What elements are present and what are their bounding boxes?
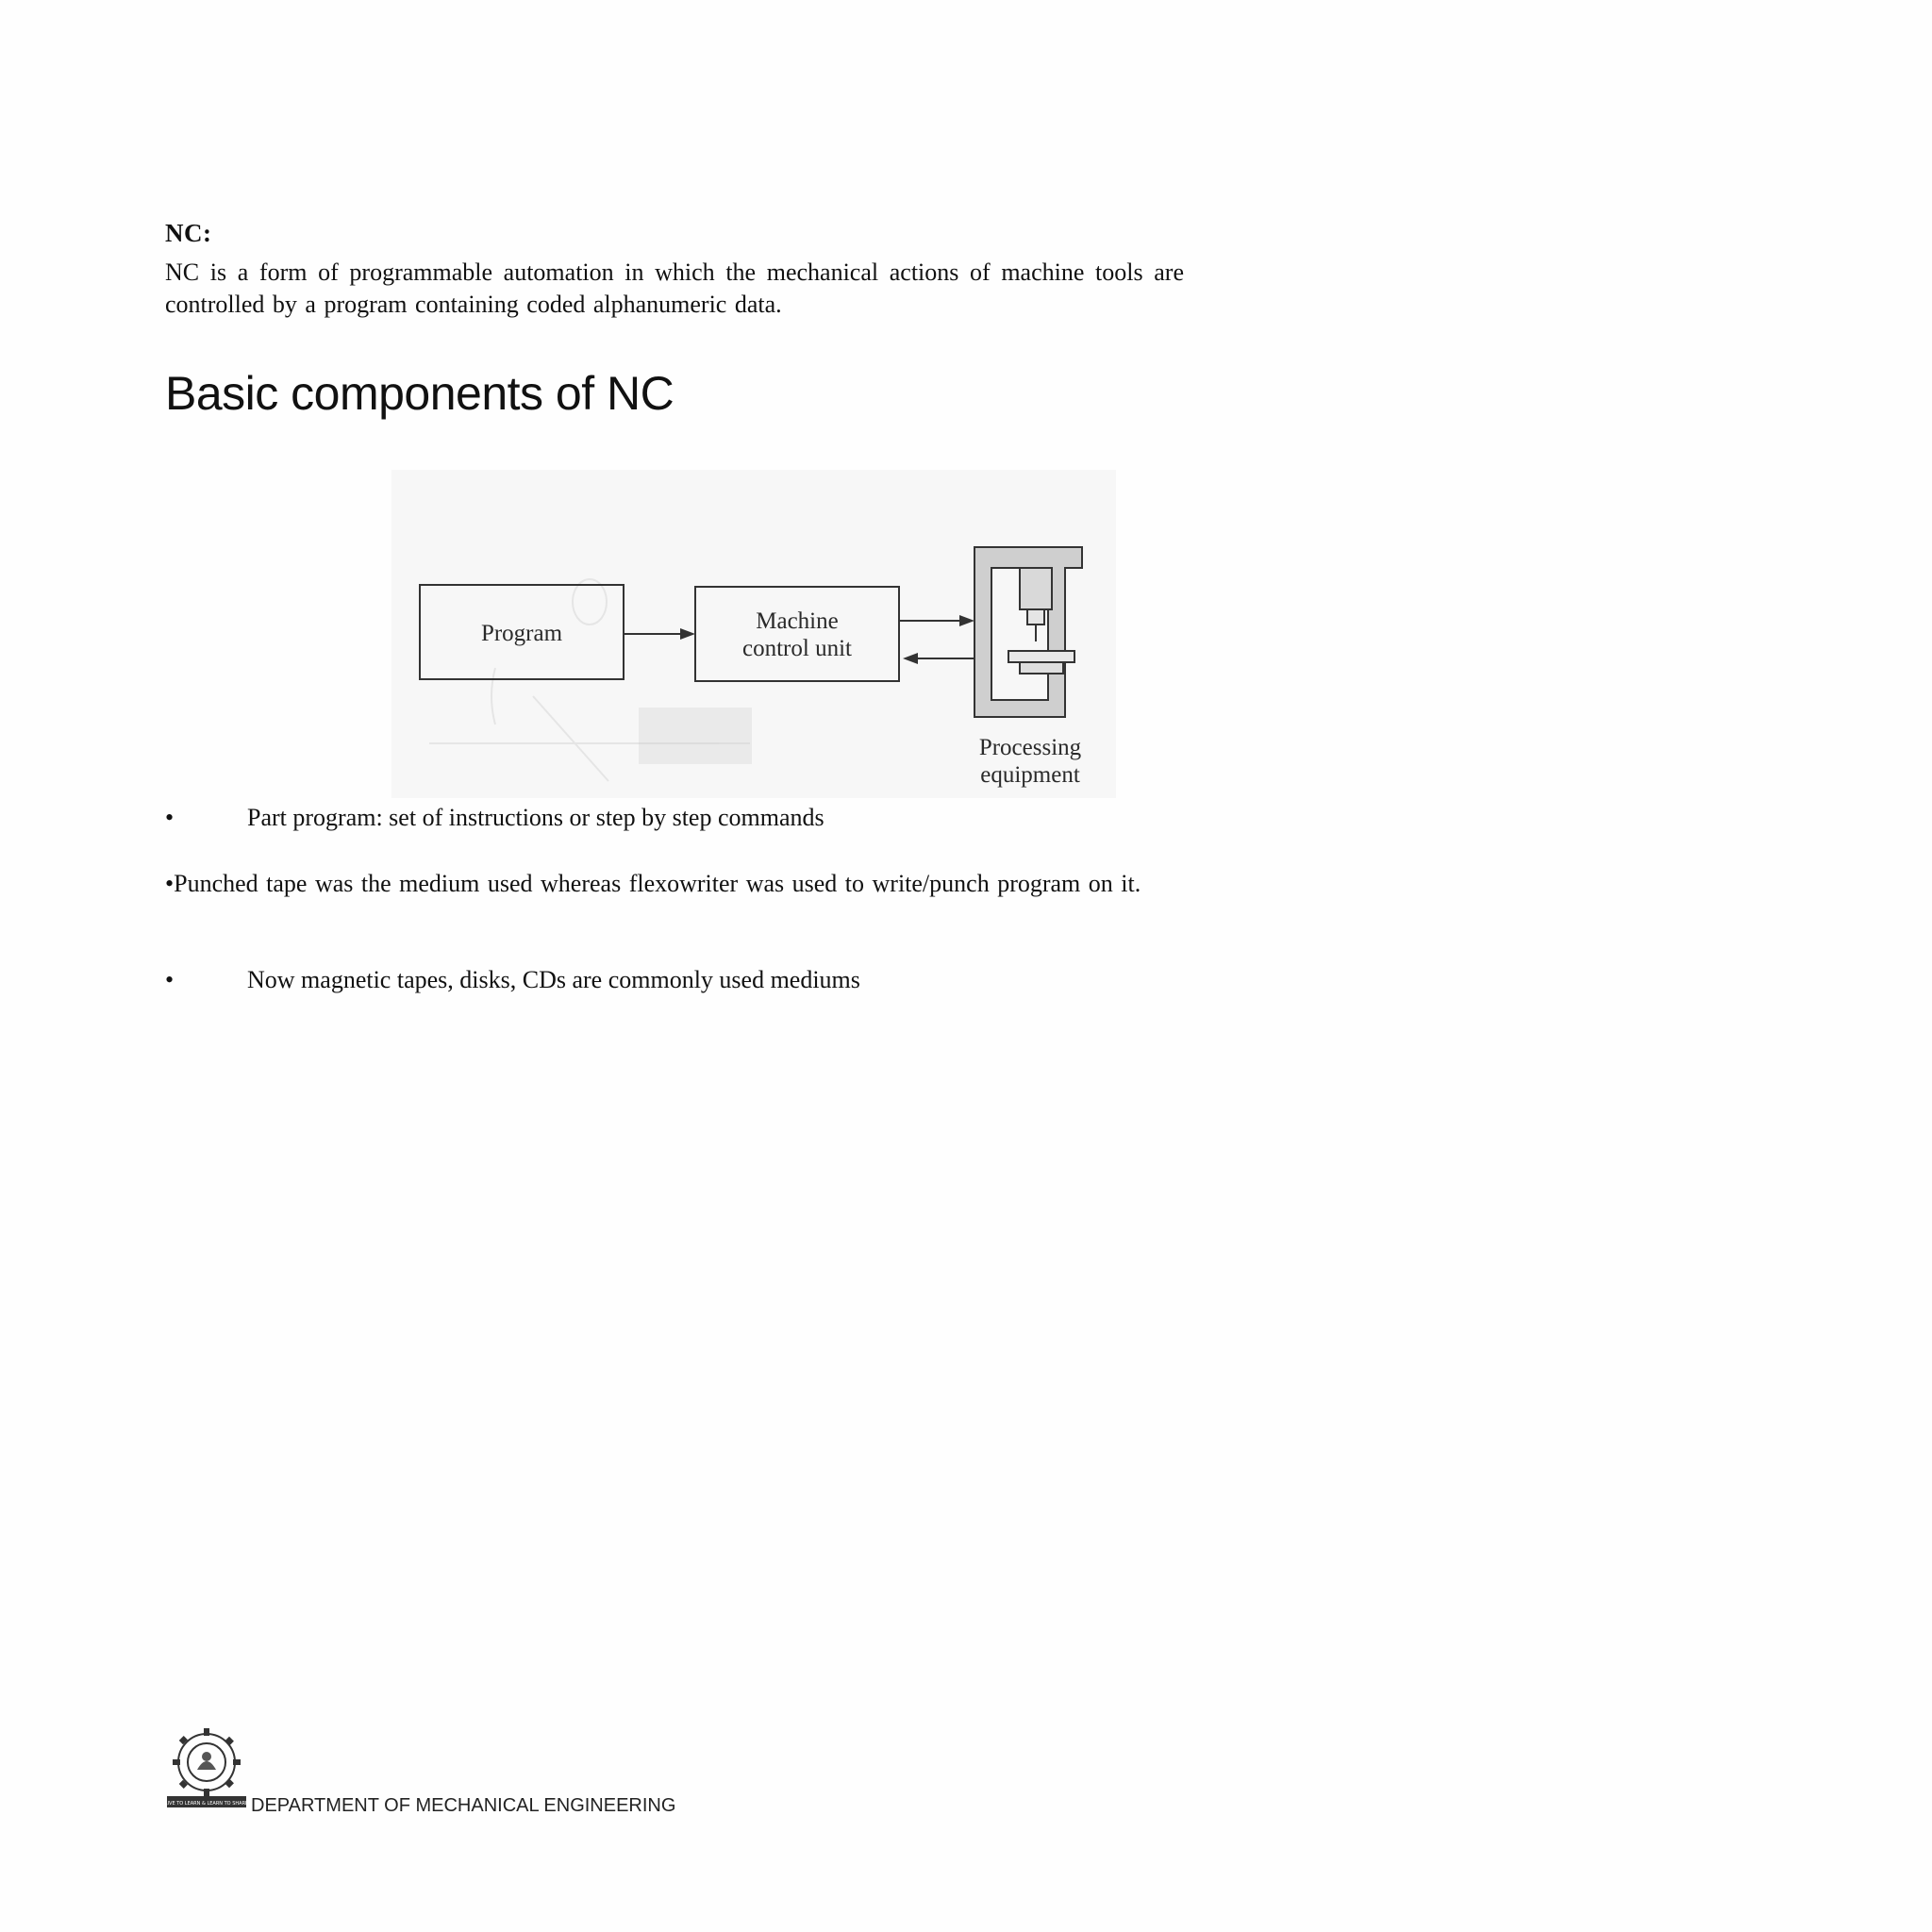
bullet-item — [165, 802, 824, 834]
mcu-label-line1: Machine — [756, 608, 839, 634]
section-title: Basic components of NC — [165, 367, 675, 420]
equipment-label-line1: Processing — [978, 735, 1082, 760]
department-name: DEPARTMENT OF MECHANICAL ENGINEERING — [251, 1795, 676, 1816]
arrow-head — [903, 653, 918, 664]
bullet-marker: • — [165, 870, 175, 897]
equipment-label-line2: equipment — [980, 762, 1080, 788]
bullet-item — [165, 868, 1165, 900]
logo-motto: LIVE TO LEARN & LEARN TO SHARE — [165, 1801, 248, 1807]
bullet-marker: • — [165, 804, 175, 831]
mcu-label-line2: control unit — [742, 636, 852, 661]
nc-definition: NC is a form of programmable automation in which the mechanical actions of machine tools are controlled by a program containing coded alphanumeric data. — [165, 258, 1184, 318]
arrow-head — [959, 615, 974, 626]
mcu-box — [695, 587, 899, 681]
bullet-item — [165, 964, 860, 996]
program-label: Program — [480, 621, 563, 646]
bullet-marker: • — [165, 966, 175, 993]
bullet-text: Part program: set of instructions or step by step commands — [247, 804, 824, 831]
bullet-text: Now magnetic tapes, disks, CDs are commonly used mediums — [247, 966, 860, 993]
arrow-head — [680, 628, 695, 640]
bullet-text: Punched tape was the medium used whereas flexowriter was used to write/punch program on it. — [174, 870, 1141, 897]
college-logo-icon — [165, 1726, 248, 1809]
machine-tool-icon — [974, 547, 1082, 717]
nc-block-diagram — [391, 470, 1116, 798]
nc-heading: NC: — [165, 219, 212, 247]
scan-artifact — [639, 708, 752, 764]
